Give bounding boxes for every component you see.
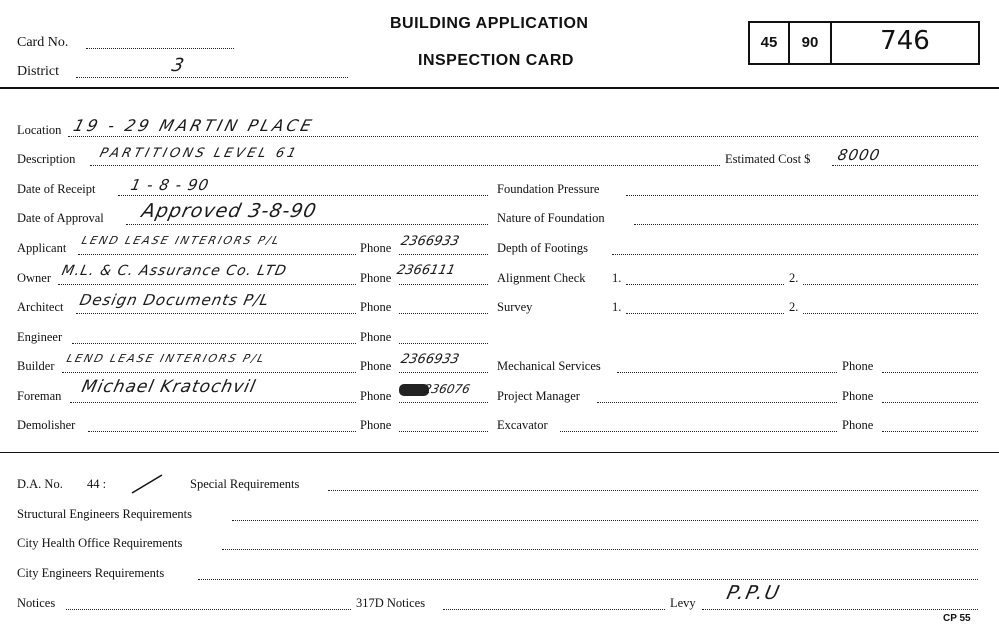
description-label: Description xyxy=(17,152,76,166)
nature-foundation-label: Nature of Foundation xyxy=(497,211,605,225)
applicant-field[interactable] xyxy=(78,254,356,255)
estimated-cost-field[interactable] xyxy=(832,165,978,166)
reference-box-3 xyxy=(830,21,980,65)
builder-phone-value: 2366933 xyxy=(399,352,461,367)
structural-label: Structural Engineers Requirements xyxy=(17,507,192,521)
builder-phone-label: Phone xyxy=(360,359,392,373)
applicant-label: Applicant xyxy=(17,241,67,255)
demolisher-label: Demolisher xyxy=(17,418,76,432)
card-no-label: Card No. xyxy=(17,35,69,50)
foreman-label: Foreman xyxy=(17,389,62,403)
foundation-pressure-label: Foundation Pressure xyxy=(497,182,600,196)
architect-phone-label: Phone xyxy=(360,300,392,314)
district-field[interactable] xyxy=(76,77,348,78)
demolisher-field[interactable] xyxy=(88,431,356,432)
da-no-value: 44 : xyxy=(87,477,107,491)
alignment-check-label: Alignment Check xyxy=(497,271,586,285)
survey-2-field[interactable] xyxy=(803,313,978,314)
da-no-label: D.A. No. xyxy=(17,477,63,491)
notices-label: Notices xyxy=(17,596,56,610)
builder-value: LEND LEASE INTERIORS P/L xyxy=(65,352,268,365)
survey-1-field[interactable] xyxy=(626,313,784,314)
foreman-phone-label: Phone xyxy=(360,389,392,403)
reference-box-2 xyxy=(788,21,832,65)
owner-label: Owner xyxy=(17,271,52,285)
architect-value: Design Documents P/L xyxy=(78,291,272,309)
levy-field[interactable] xyxy=(702,609,978,610)
engineers-label: City Engineers Requirements xyxy=(17,566,165,580)
architect-phone-field[interactable] xyxy=(399,313,488,314)
nature-foundation-field[interactable] xyxy=(634,224,978,225)
mechanical-phone-field[interactable] xyxy=(882,372,978,373)
architect-field[interactable] xyxy=(76,313,356,314)
owner-field[interactable] xyxy=(58,284,356,285)
foundation-pressure-field[interactable] xyxy=(626,195,978,196)
foreman-phone-value: 236076 xyxy=(422,382,472,396)
description-value: PARTITIONS LEVEL 61 xyxy=(97,146,301,161)
alignment-check-2-label: 2. xyxy=(789,271,799,285)
levy-label: Levy xyxy=(670,596,696,610)
excavator-phone-label: Phone xyxy=(842,418,874,432)
architect-label: Architect xyxy=(17,300,64,314)
depth-footings-field[interactable] xyxy=(612,254,978,255)
district-label: District xyxy=(17,64,59,79)
foreman-value: Michael Kratochvil xyxy=(79,377,258,397)
date-receipt-field[interactable] xyxy=(118,195,488,196)
date-receipt-value: 1 - 8 - 90 xyxy=(129,176,211,194)
section-divider xyxy=(0,452,999,453)
estimated-cost-label: Estimated Cost $ xyxy=(725,152,811,166)
special-requirements-field[interactable] xyxy=(328,490,978,491)
applicant-phone-label: Phone xyxy=(360,241,392,255)
foreman-field[interactable] xyxy=(70,402,356,403)
form-code: CP 55 xyxy=(943,613,971,624)
owner-value: M.L. & C. Assurance Co. LTD xyxy=(60,263,289,279)
reference-box-1-value: 45 xyxy=(760,34,778,51)
builder-label: Builder xyxy=(17,359,55,373)
description-field[interactable] xyxy=(90,165,720,166)
notices-field[interactable] xyxy=(66,609,351,610)
estimated-cost-value: 8000 xyxy=(836,146,883,164)
depth-footings-label: Depth of Footings xyxy=(497,241,588,255)
location-value: 19 - 29 MARTIN PLACE xyxy=(71,116,317,135)
header-divider xyxy=(0,87,999,89)
excavator-field[interactable] xyxy=(560,431,837,432)
levy-value: P.P.U xyxy=(724,582,784,604)
reference-box-3-value: 746 xyxy=(880,26,930,56)
reference-box-1 xyxy=(748,21,790,65)
owner-phone-value: 2366111 xyxy=(395,263,457,278)
special-requirements-label: Special Requirements xyxy=(190,477,300,491)
reference-box-2-value: 90 xyxy=(801,34,819,51)
alignment-check-1-label: 1. xyxy=(612,271,622,285)
owner-phone-field[interactable] xyxy=(399,284,488,285)
title-line2: INSPECTION CARD xyxy=(418,52,574,69)
district-value: 3 xyxy=(169,55,187,76)
survey-label: Survey xyxy=(497,300,533,314)
alignment-check-2-field[interactable] xyxy=(803,284,978,285)
demolisher-phone-label: Phone xyxy=(360,418,392,432)
applicant-value: LEND LEASE INTERIORS P/L xyxy=(80,234,283,247)
project-manager-phone-label: Phone xyxy=(842,389,874,403)
foreman-phone-field[interactable] xyxy=(399,402,488,403)
location-field[interactable] xyxy=(68,136,978,137)
demolisher-phone-field[interactable] xyxy=(399,431,488,432)
mechanical-services-field[interactable] xyxy=(617,372,837,373)
date-approval-field[interactable] xyxy=(126,224,488,225)
survey-1-label: 1. xyxy=(612,300,622,314)
slash-mark xyxy=(128,472,168,496)
location-label: Location xyxy=(17,123,62,137)
health-field[interactable] xyxy=(222,549,978,550)
health-label: City Health Office Requirements xyxy=(17,536,183,550)
engineer-phone-label: Phone xyxy=(360,330,392,344)
project-manager-field[interactable] xyxy=(597,402,837,403)
excavator-label: Excavator xyxy=(497,418,548,432)
notices-317d-field[interactable] xyxy=(443,609,665,610)
date-approval-label: Date of Approval xyxy=(17,211,104,225)
project-manager-phone-field[interactable] xyxy=(882,402,978,403)
survey-2-label: 2. xyxy=(789,300,799,314)
engineer-phone-field[interactable] xyxy=(399,343,488,344)
applicant-phone-field[interactable] xyxy=(399,254,488,255)
engineers-field[interactable] xyxy=(198,579,978,580)
excavator-phone-field[interactable] xyxy=(882,431,978,432)
owner-phone-label: Phone xyxy=(360,271,392,285)
card-no-field[interactable] xyxy=(86,48,234,49)
date-receipt-label: Date of Receipt xyxy=(17,182,96,196)
mechanical-services-label: Mechanical Services xyxy=(497,359,601,373)
alignment-check-1-field[interactable] xyxy=(626,284,784,285)
date-approval-value: Approved 3-8-90 xyxy=(139,200,319,222)
mechanical-phone-label: Phone xyxy=(842,359,874,373)
project-manager-label: Project Manager xyxy=(497,389,580,403)
builder-field[interactable] xyxy=(62,372,356,373)
applicant-phone-value: 2366933 xyxy=(399,234,461,249)
structural-field[interactable] xyxy=(232,520,978,521)
notices-317d-label: 317D Notices xyxy=(356,596,426,610)
engineer-label: Engineer xyxy=(17,330,63,344)
title-line1: BUILDING APPLICATION xyxy=(390,15,589,32)
engineer-field[interactable] xyxy=(72,343,356,344)
builder-phone-field[interactable] xyxy=(399,372,488,373)
